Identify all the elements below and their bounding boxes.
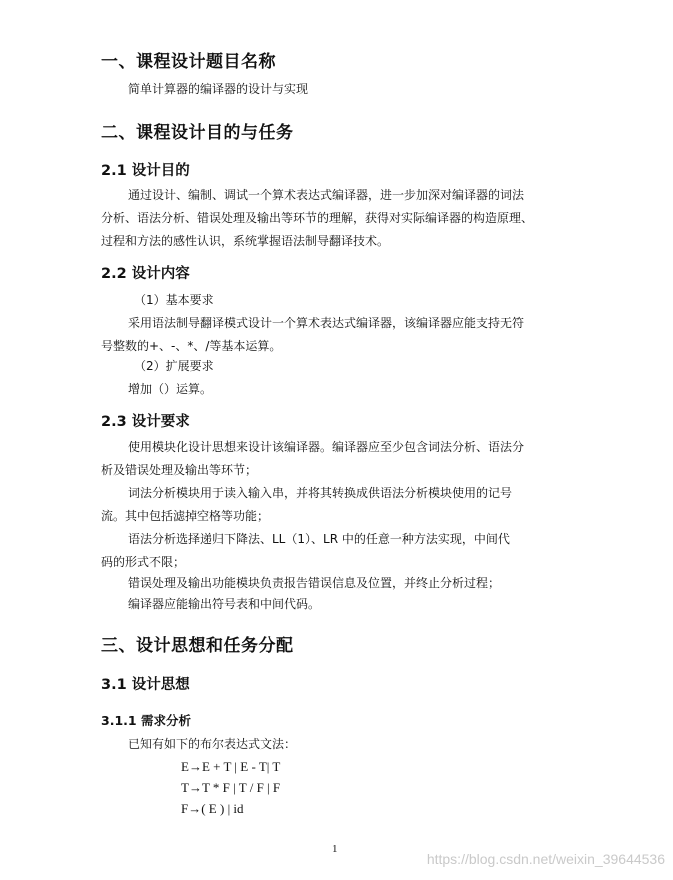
section-1-text: 简单计算器的编译器的设计与实现: [128, 82, 309, 96]
section-3-1-1-heading: 3.1.1 需求分析: [101, 713, 191, 728]
paragraph-line: 错误处理及输出功能模块负责报告错误信息及位置，并终止分析过程；: [128, 576, 501, 590]
paragraph-line: 过程和方法的感性认识，系统掌握语法制导翻译技术。: [101, 234, 390, 248]
section-2-2-heading: 2.2 设计内容: [101, 266, 190, 282]
paragraph-line: 号整数的+、-、*、/等基本运算。: [101, 339, 282, 353]
paragraph-line: 通过设计、编制、调试一个算术表达式编译器，进一步加深对编译器的词法: [128, 188, 525, 202]
watermark-url: https://blog.csdn.net/weixin_39644536: [426, 851, 665, 867]
paragraph-line: 码的形式不限；: [101, 555, 186, 569]
section-2-3-heading: 2.3 设计要求: [101, 414, 190, 430]
page-number: 1: [332, 843, 338, 855]
section-3-1-heading: 3.1 设计思想: [101, 677, 190, 693]
grammar-rule: F→( E ) | id: [181, 801, 244, 816]
section-3-heading: 三、设计思想和任务分配: [101, 636, 294, 656]
paragraph-line: 析及错误处理及输出等环节；: [101, 463, 258, 477]
grammar-rule: E→E + T | E - T| T: [181, 759, 281, 774]
paragraph-line: 语法分析选择递归下降法、LL（1）、LR 中的任意一种方法实现，中间代: [128, 532, 510, 546]
section-2-heading: 二、课程设计目的与任务: [101, 123, 294, 143]
extended-requirements-label: （2）扩展要求: [134, 359, 214, 373]
basic-requirements-label: （1）基本要求: [134, 293, 214, 307]
paragraph-line: 采用语法制导翻译模式设计一个算术表达式编译器，该编译器应能支持无符: [128, 316, 525, 330]
paragraph-line: 编译器应能输出符号表和中间代码。: [128, 597, 321, 611]
grammar-intro: 已知有如下的布尔表达式文法：: [128, 737, 297, 751]
paragraph-line: 增加（）运算。: [128, 382, 213, 396]
paragraph-line: 流。其中包括滤掉空格等功能；: [101, 509, 270, 523]
section-1-heading: 一、课程设计题目名称: [101, 52, 276, 72]
grammar-rule: T→T * F | T / F | F: [181, 780, 281, 795]
paragraph-line: 使用模块化设计思想来设计该编译器。编译器应至少包含词法分析、语法分: [128, 440, 525, 454]
paragraph-line: 词法分析模块用于读入输入串，并将其转换成供语法分析模块使用的记号: [128, 486, 513, 500]
paragraph-line: 分析、语法分析、错误处理及输出等环节的理解，获得对实际编译器的构造原理、: [101, 211, 534, 225]
section-2-1-heading: 2.1 设计目的: [101, 163, 190, 179]
